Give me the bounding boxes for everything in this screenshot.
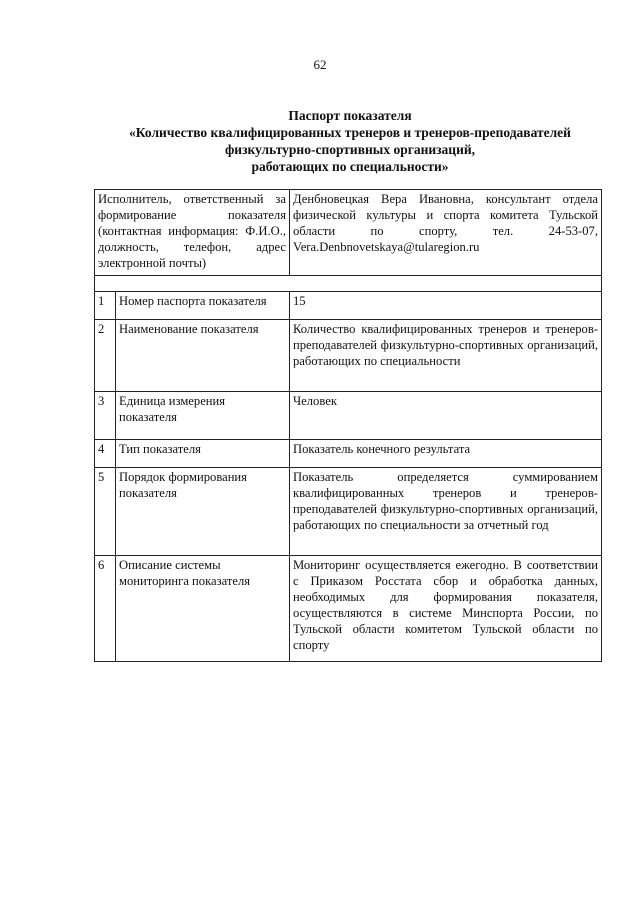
row-value: Человек bbox=[290, 392, 602, 440]
row-number: 1 bbox=[95, 292, 116, 320]
row-number: 5 bbox=[95, 468, 116, 556]
row-value: 15 bbox=[290, 292, 602, 320]
document-title bbox=[60, 107, 640, 175]
row-name: Тип показателя bbox=[116, 440, 290, 468]
executor-label: Исполнитель, ответственный за формирование показателя (контактная информация: Ф.И.О., должность, телефон, адрес электронной почты) bbox=[95, 190, 290, 276]
row-number: 2 bbox=[95, 320, 116, 392]
row-name: Порядок формирования показателя bbox=[116, 468, 290, 556]
passport-table bbox=[94, 189, 602, 662]
row-value: Количество квалифицированных тренеров и тренеров-преподавателей физкультурно-спортивных организаций, работающих по специальности bbox=[290, 320, 602, 392]
row-value: Показатель конечного результата bbox=[290, 440, 602, 468]
title-line-2: «Количество квалифицированных тренеров и тренеров-преподавателей bbox=[129, 125, 571, 140]
row-number: 4 bbox=[95, 440, 116, 468]
table-row bbox=[95, 556, 602, 662]
table-row bbox=[95, 468, 602, 556]
title-line-1: Паспорт показателя bbox=[288, 108, 412, 123]
executor-value: Денбновецкая Вера Ивановна, консультант отдела физической культуры и спорта комитета Тульской области по спорту, тел. 24-53-07, Vera.Denbnovetskaya@tularegion.ru bbox=[290, 190, 602, 276]
spacer-cell bbox=[95, 276, 602, 292]
row-value: Мониторинг осуществляется ежегодно. В соответствии с Приказом Росстата сбор и обработка данных, необходимых для формирования показателя, осуществляются в системе Минспорта России, по Тульской области комитетом Тульской области по спорту bbox=[290, 556, 602, 662]
title-line-4: работающих по специальности» bbox=[251, 159, 449, 174]
table-row bbox=[95, 292, 602, 320]
table-row bbox=[95, 320, 602, 392]
row-number: 6 bbox=[95, 556, 116, 662]
executor-row bbox=[95, 190, 602, 276]
row-name: Наименование показателя bbox=[116, 320, 290, 392]
title-line-3: физкультурно-спортивных организаций, bbox=[224, 142, 476, 157]
table-row bbox=[95, 440, 602, 468]
row-value: Показатель определяется суммированием квалифицированных тренеров и тренеров-преподавателей физкультурно-спортивных организаций, работающих по специальности за отчетный год bbox=[290, 468, 602, 556]
row-name: Описание системы мониторинга показателя bbox=[116, 556, 290, 662]
row-name: Единица измерения показателя bbox=[116, 392, 290, 440]
table-row bbox=[95, 392, 602, 440]
page-number: 62 bbox=[313, 57, 327, 72]
row-number: 3 bbox=[95, 392, 116, 440]
row-name: Номер паспорта показателя bbox=[116, 292, 290, 320]
spacer-row bbox=[95, 276, 602, 292]
